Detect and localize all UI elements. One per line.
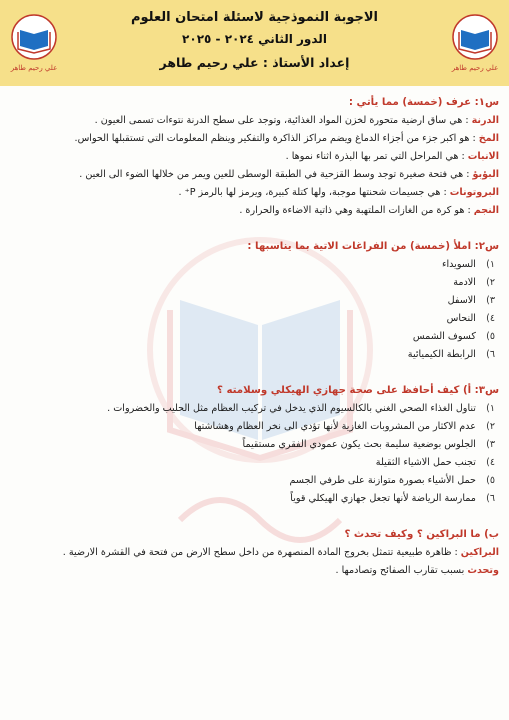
definition-text: : هي ساق ارضية متحورة لخزن المواد الغذائية، وتوجد على سطح الدرنة نتوءات تسمى العيون .: [94, 115, 472, 126]
logo-left: [6, 12, 62, 74]
item-answer: ممارسة الرياضة لأنها تجعل جهازي الهيكلي قوياً: [290, 493, 476, 504]
q3a-item: [10, 400, 499, 418]
item-number: ٢): [486, 277, 495, 288]
item-answer: الجلوس بوضعية سليمة بحث يكون عمودي الفقري مستقيماً: [242, 439, 476, 450]
q3a-item: [10, 472, 499, 490]
item-number: ٣): [486, 295, 495, 306]
item-number: ٣): [486, 439, 495, 450]
q1-item: [10, 202, 499, 220]
q1-title: س١: عرف (خمسة) مما يأتي :: [348, 97, 499, 108]
q3a-item: [10, 490, 499, 508]
item-number: ١): [486, 259, 495, 270]
author-line: إعداد الأستاذ : علي رحيم طاهر: [159, 55, 350, 70]
q3a-title: س٣: أ) كيف أحافظ على صحة جهازي الهيكلي وسلامته ؟: [217, 385, 499, 396]
book-logo-icon: [447, 12, 503, 62]
q3a-item: [10, 436, 499, 454]
item-answer: عدم الاكثار من المشروبات الغازية لأنها تؤدي الى نخر العظام وهشاشتها: [194, 421, 476, 432]
q2-item: [10, 292, 499, 310]
q1-item: [10, 148, 499, 166]
definition-text: : ظاهرة طبيعية تتمثل بخروج المادة المنصهرة من داخل سطح الارض من فتحة في القشرة الارضية .: [62, 547, 461, 558]
item-number: ٥): [486, 475, 495, 486]
item-answer: الاسفل: [447, 295, 476, 306]
exam-round: الدور الثاني ٢٠٢٤ - ٢٠٢٥: [182, 32, 327, 46]
definition-term: البراكين: [460, 547, 499, 558]
q1-item: [10, 184, 499, 202]
item-number: ٤): [486, 313, 495, 324]
definition-text: : هو كرة من الغازات الملتهبة وهي ذاتية الاضاءة والحرارة .: [239, 205, 474, 216]
q2-item: [10, 256, 499, 274]
logo-caption: علي رحيم طاهر: [451, 64, 499, 72]
item-number: ٥): [486, 331, 495, 342]
q2-item: [10, 346, 499, 364]
definition-term: وتحدث: [467, 565, 499, 576]
q3a-item: [10, 454, 499, 472]
definition-text: : هو اكبر جزء من أجزاء الدماغ ويضم مراكز الذاكرة والتفكير وينظم المعلومات التي تستقبلها الحواس.: [74, 133, 479, 144]
q1-item: [10, 112, 499, 130]
item-answer: تجنب حمل الاشياء الثقيلة: [375, 457, 476, 468]
item-number: ٤): [486, 457, 495, 468]
header-banner: [0, 0, 509, 86]
definition-text: : هي جسيمات شحنتها موجبة، ولها كتلة كبيرة، ويرمز لها بالرمز P⁺ .: [178, 187, 450, 198]
q2-item: [10, 310, 499, 328]
item-answer: كسوف الشمس: [412, 331, 476, 342]
definition-term: الدرنة: [471, 115, 499, 126]
item-answer: تناول الغذاء الصحي الغني بالكالسيوم الذي يدخل في تركيب العظام مثل الحليب والخضروات .: [107, 403, 476, 414]
q3b-item: [10, 544, 499, 562]
item-number: ٦): [486, 349, 495, 360]
definition-term: البروتونات: [449, 187, 499, 198]
item-number: ١): [486, 403, 495, 414]
q1-item: [10, 130, 499, 148]
definition-text: : هي المراحل التي تمر بها البذرة اثناء نموها .: [285, 151, 468, 162]
item-number: ٦): [486, 493, 495, 504]
definition-term: النجم: [473, 205, 499, 216]
logo-right: [447, 12, 503, 74]
logo-caption: علي رحيم طاهر: [10, 64, 58, 72]
definition-text: : هي فتحة صغيرة توجد وسط القزحية في الطبقة الوسطى للعين ويمر من خلالها الضوء الى العين .: [79, 169, 473, 180]
q2-title: س٢: املأ (خمسة) من الفراغات الاتية بما يناسبها :: [247, 241, 499, 252]
item-answer: النحاس: [446, 313, 476, 324]
definition-text: بسبب تقارب الصفائح وتصادمها .: [335, 565, 468, 576]
page-title: الاجوبة النموذجية لاسئلة امتحان العلوم: [130, 10, 379, 25]
q3b-item: [10, 562, 499, 580]
q2-item: [10, 274, 499, 292]
q1-item: [10, 166, 499, 184]
definition-term: المخ: [478, 133, 499, 144]
item-answer: حمل الأشياء بصورة متوازنة على طرفي الجسم: [289, 475, 476, 486]
q3a-item: [10, 418, 499, 436]
item-number: ٢): [486, 421, 495, 432]
book-logo-icon: [6, 12, 62, 62]
answers-content: [10, 94, 499, 580]
q2-item: [10, 328, 499, 346]
definition-term: البؤبؤ: [472, 169, 499, 180]
definition-term: الانبات: [467, 151, 499, 162]
item-answer: السويداء: [441, 259, 476, 270]
item-answer: الرابطة الكيميائية: [407, 349, 476, 360]
item-answer: الادمة: [453, 277, 476, 288]
q3b-title: ب) ما البراكين ؟ وكيف تحدث ؟: [344, 529, 499, 540]
